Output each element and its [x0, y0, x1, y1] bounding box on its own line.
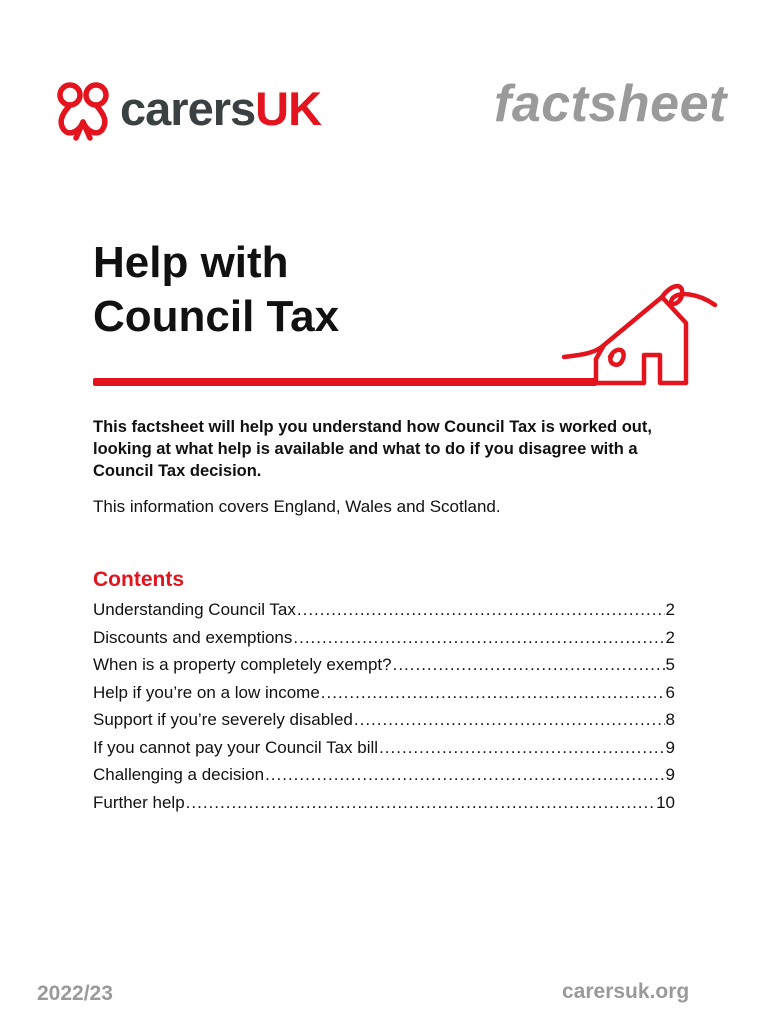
house-ribbon-icon: [560, 275, 722, 390]
title-line-1: Help with: [93, 238, 289, 287]
title-divider: [93, 378, 597, 386]
toc-item[interactable]: [93, 598, 675, 626]
table-of-contents: [93, 598, 675, 818]
intro-summary: This factsheet will help you understand how Council Tax is worked out, looking at what help is available and what to do if you disagree with a Council Tax decision.: [93, 418, 652, 480]
toc-item-page: 5: [665, 655, 675, 674]
coverage-note: This information covers England, Wales and Scotland.: [93, 497, 501, 516]
carers-uk-knot-icon: [54, 80, 116, 142]
toc-leader: [321, 681, 665, 705]
toc-leader: [379, 736, 664, 760]
toc-item-label: Discounts and exemptions: [93, 627, 293, 647]
edition-year: 2022/23: [37, 982, 113, 1005]
toc-item-label: Support if you’re severely disabled: [93, 710, 353, 729]
toc-item-label: Challenging a decision: [93, 765, 265, 784]
toc-item-page: 9: [665, 737, 675, 757]
toc-item-label: If you cannot pay your Council Tax bill: [93, 737, 379, 757]
toc-item-page: 10: [656, 792, 675, 812]
brand-name-uk: UK: [255, 82, 322, 135]
contents-heading: Contents: [93, 568, 184, 591]
toc-item-page: 6: [665, 682, 675, 702]
toc-item[interactable]: [93, 708, 675, 736]
brand-name-carers: carers: [120, 82, 256, 135]
page-title: [93, 236, 339, 344]
brand-wordmark: [120, 84, 321, 134]
toc-item-page: 2: [665, 627, 675, 647]
toc-item[interactable]: [93, 681, 675, 709]
toc-item-label: Understanding Council Tax: [93, 600, 296, 619]
toc-item[interactable]: [93, 763, 675, 791]
toc-item-page: 9: [665, 765, 675, 784]
toc-item[interactable]: [93, 791, 675, 819]
toc-item-page: 8: [665, 710, 675, 729]
toc-item[interactable]: [93, 653, 675, 681]
toc-item[interactable]: [93, 626, 675, 654]
toc-item[interactable]: [93, 736, 675, 764]
toc-leader: [186, 791, 655, 815]
title-line-2: Council Tax: [93, 292, 340, 341]
toc-leader: [354, 708, 665, 732]
toc-leader: [293, 626, 664, 650]
toc-item-page: 2: [665, 600, 675, 619]
toc-leader: [393, 653, 665, 677]
website-link[interactable]: carersuk.org: [562, 980, 690, 1003]
document-type-label: factsheet: [494, 75, 727, 133]
toc-item-label: When is a property completely exempt?: [93, 655, 392, 674]
toc-item-label: Help if you’re on a low income: [93, 682, 320, 702]
toc-item-label: Further help: [93, 792, 185, 812]
toc-leader: [297, 598, 665, 622]
toc-leader: [265, 763, 664, 787]
carers-uk-logo: [54, 80, 329, 142]
